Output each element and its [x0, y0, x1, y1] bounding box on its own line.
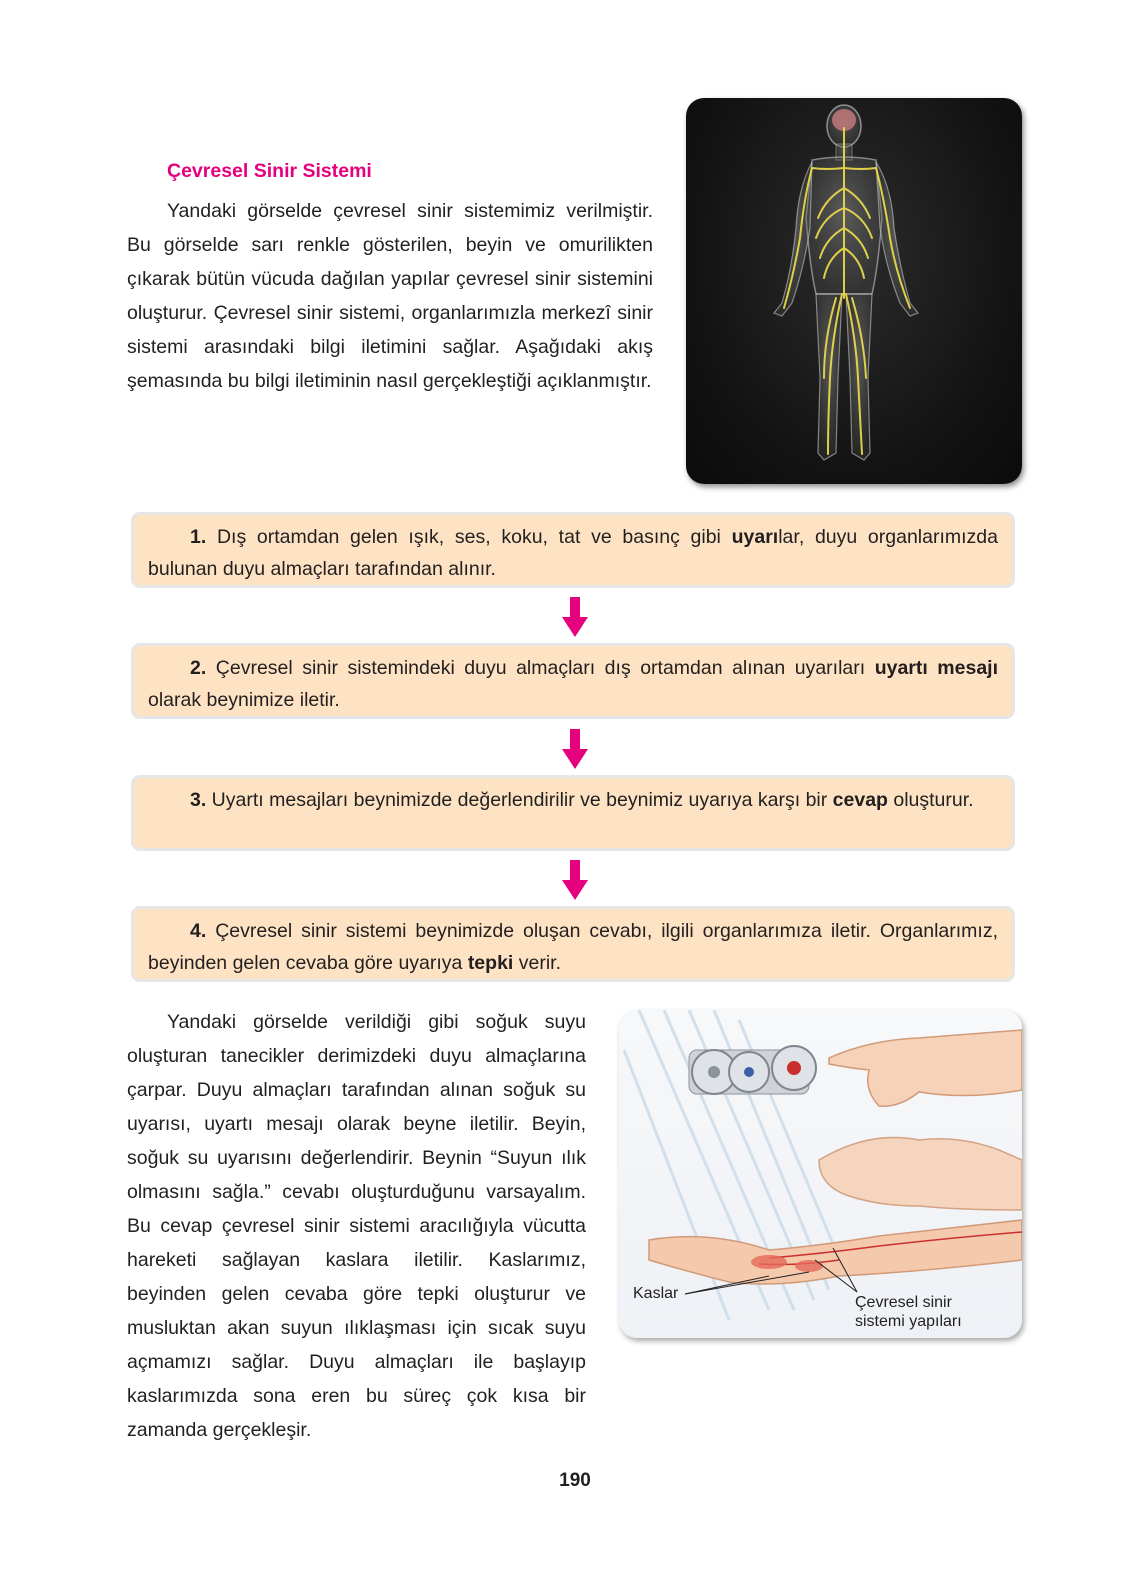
step-keyword: uyartı mesajı: [874, 657, 999, 679]
step-keyword: cevap: [832, 789, 888, 811]
step-number: 1.: [190, 526, 207, 548]
down-arrow-icon: [562, 597, 588, 637]
muscles-label: Kaslar: [633, 1285, 679, 1302]
intro-text: Yandaki görselde çevresel sinir sistemimiz verilmiştir. Bu görselde sarı renkle gösterilen, beyin ve omurilikten çıkarak bütün vücuda dağılan yapılar çevresel sinir sistemini oluşturur. Çevresel sinir sistemi, organlarımızla merkezî sinir sistemi arasındaki bilgi iletimini sağlar. Aşağıdaki akış şemasında bu bilgi iletiminin nasıl gerçekleştiği açıklanmıştır.: [127, 200, 653, 392]
step-text-end: lar, duyu organlarımızda bulunan duyu almaçları tarafından alınır.: [148, 526, 998, 580]
step-number: 3.: [190, 789, 207, 811]
intro-paragraph: [127, 194, 653, 398]
step-text: Çevresel sinir sistemindeki duyu almaçları dış ortamdan alınan uyarıları: [206, 657, 875, 679]
step-number: 2.: [190, 657, 207, 679]
step-keyword: tepki: [467, 952, 514, 974]
page-number: 190: [559, 1470, 591, 1491]
shower-hands-illustration: [619, 1010, 1022, 1338]
nerve-label-line2: sistemi yapıları: [855, 1313, 962, 1330]
outro-paragraph: [127, 1005, 586, 1447]
flow-step-2: [131, 643, 1015, 719]
step-text: Uyartı mesajları beynimizde değerlendirilir ve beynimiz uyarıya karşı bir: [206, 789, 833, 811]
step-number: 4.: [190, 920, 207, 942]
nerve-label-line1: Çevresel sinir: [855, 1294, 952, 1311]
flow-step-4: [131, 906, 1015, 982]
step-text: Dış ortamdan gelen ışık, ses, koku, tat ve basınç gibi: [206, 526, 732, 548]
outro-text: Yandaki görselde verildiği gibi soğuk suyu oluşturan tanecikler derimizdeki duyu almaçlarına çarpar. Duyu almaçları tarafından alınan soğuk su uyarısı, uyartı mesajı olarak beyne iletilir. Beyin, soğuk su uyarısını değerlendirir. Beynin “Suyun ılık olmasını sağla.” cevabı oluşturduğunu varsayalım. Bu cevap çevresel sinir sistemi aracılığıyla vücutta hareketi sağlayan kaslara iletilir. Kaslarımız, beyinden gelen cevaba göre tepki oluşturur ve musluktan akan suyun ılıklaşması için sıcak suyu açmamızı sağlar. Duyu almaçları ile başlayıp kaslarımızda sona eren bu süreç çok kısa bir zamanda gerçekleşir.: [127, 1011, 586, 1441]
step-text-end: oluşturur.: [887, 789, 974, 811]
down-arrow-icon: [562, 860, 588, 900]
flow-step-1: [131, 512, 1015, 588]
flow-step-3: [131, 775, 1015, 851]
faucet-icon: [689, 1046, 816, 1094]
step-text-end: olarak beynimize iletir.: [148, 689, 340, 711]
nervous-system-image: [686, 98, 1022, 484]
step-keyword: uyarı: [731, 526, 779, 548]
section-heading: Çevresel Sinir Sistemi: [167, 160, 372, 182]
step-text: Çevresel sinir sistemi beynimizde oluşan cevabı, ilgili organlarımıza iletir. Organlarımız, beyinden gelen cevaba göre uyarıya: [148, 920, 998, 974]
nervous-system-figure: [686, 98, 1022, 484]
shower-hands-figure: [619, 1010, 1022, 1338]
down-arrow-icon: [562, 729, 588, 769]
step-text-end: verir.: [513, 952, 562, 974]
